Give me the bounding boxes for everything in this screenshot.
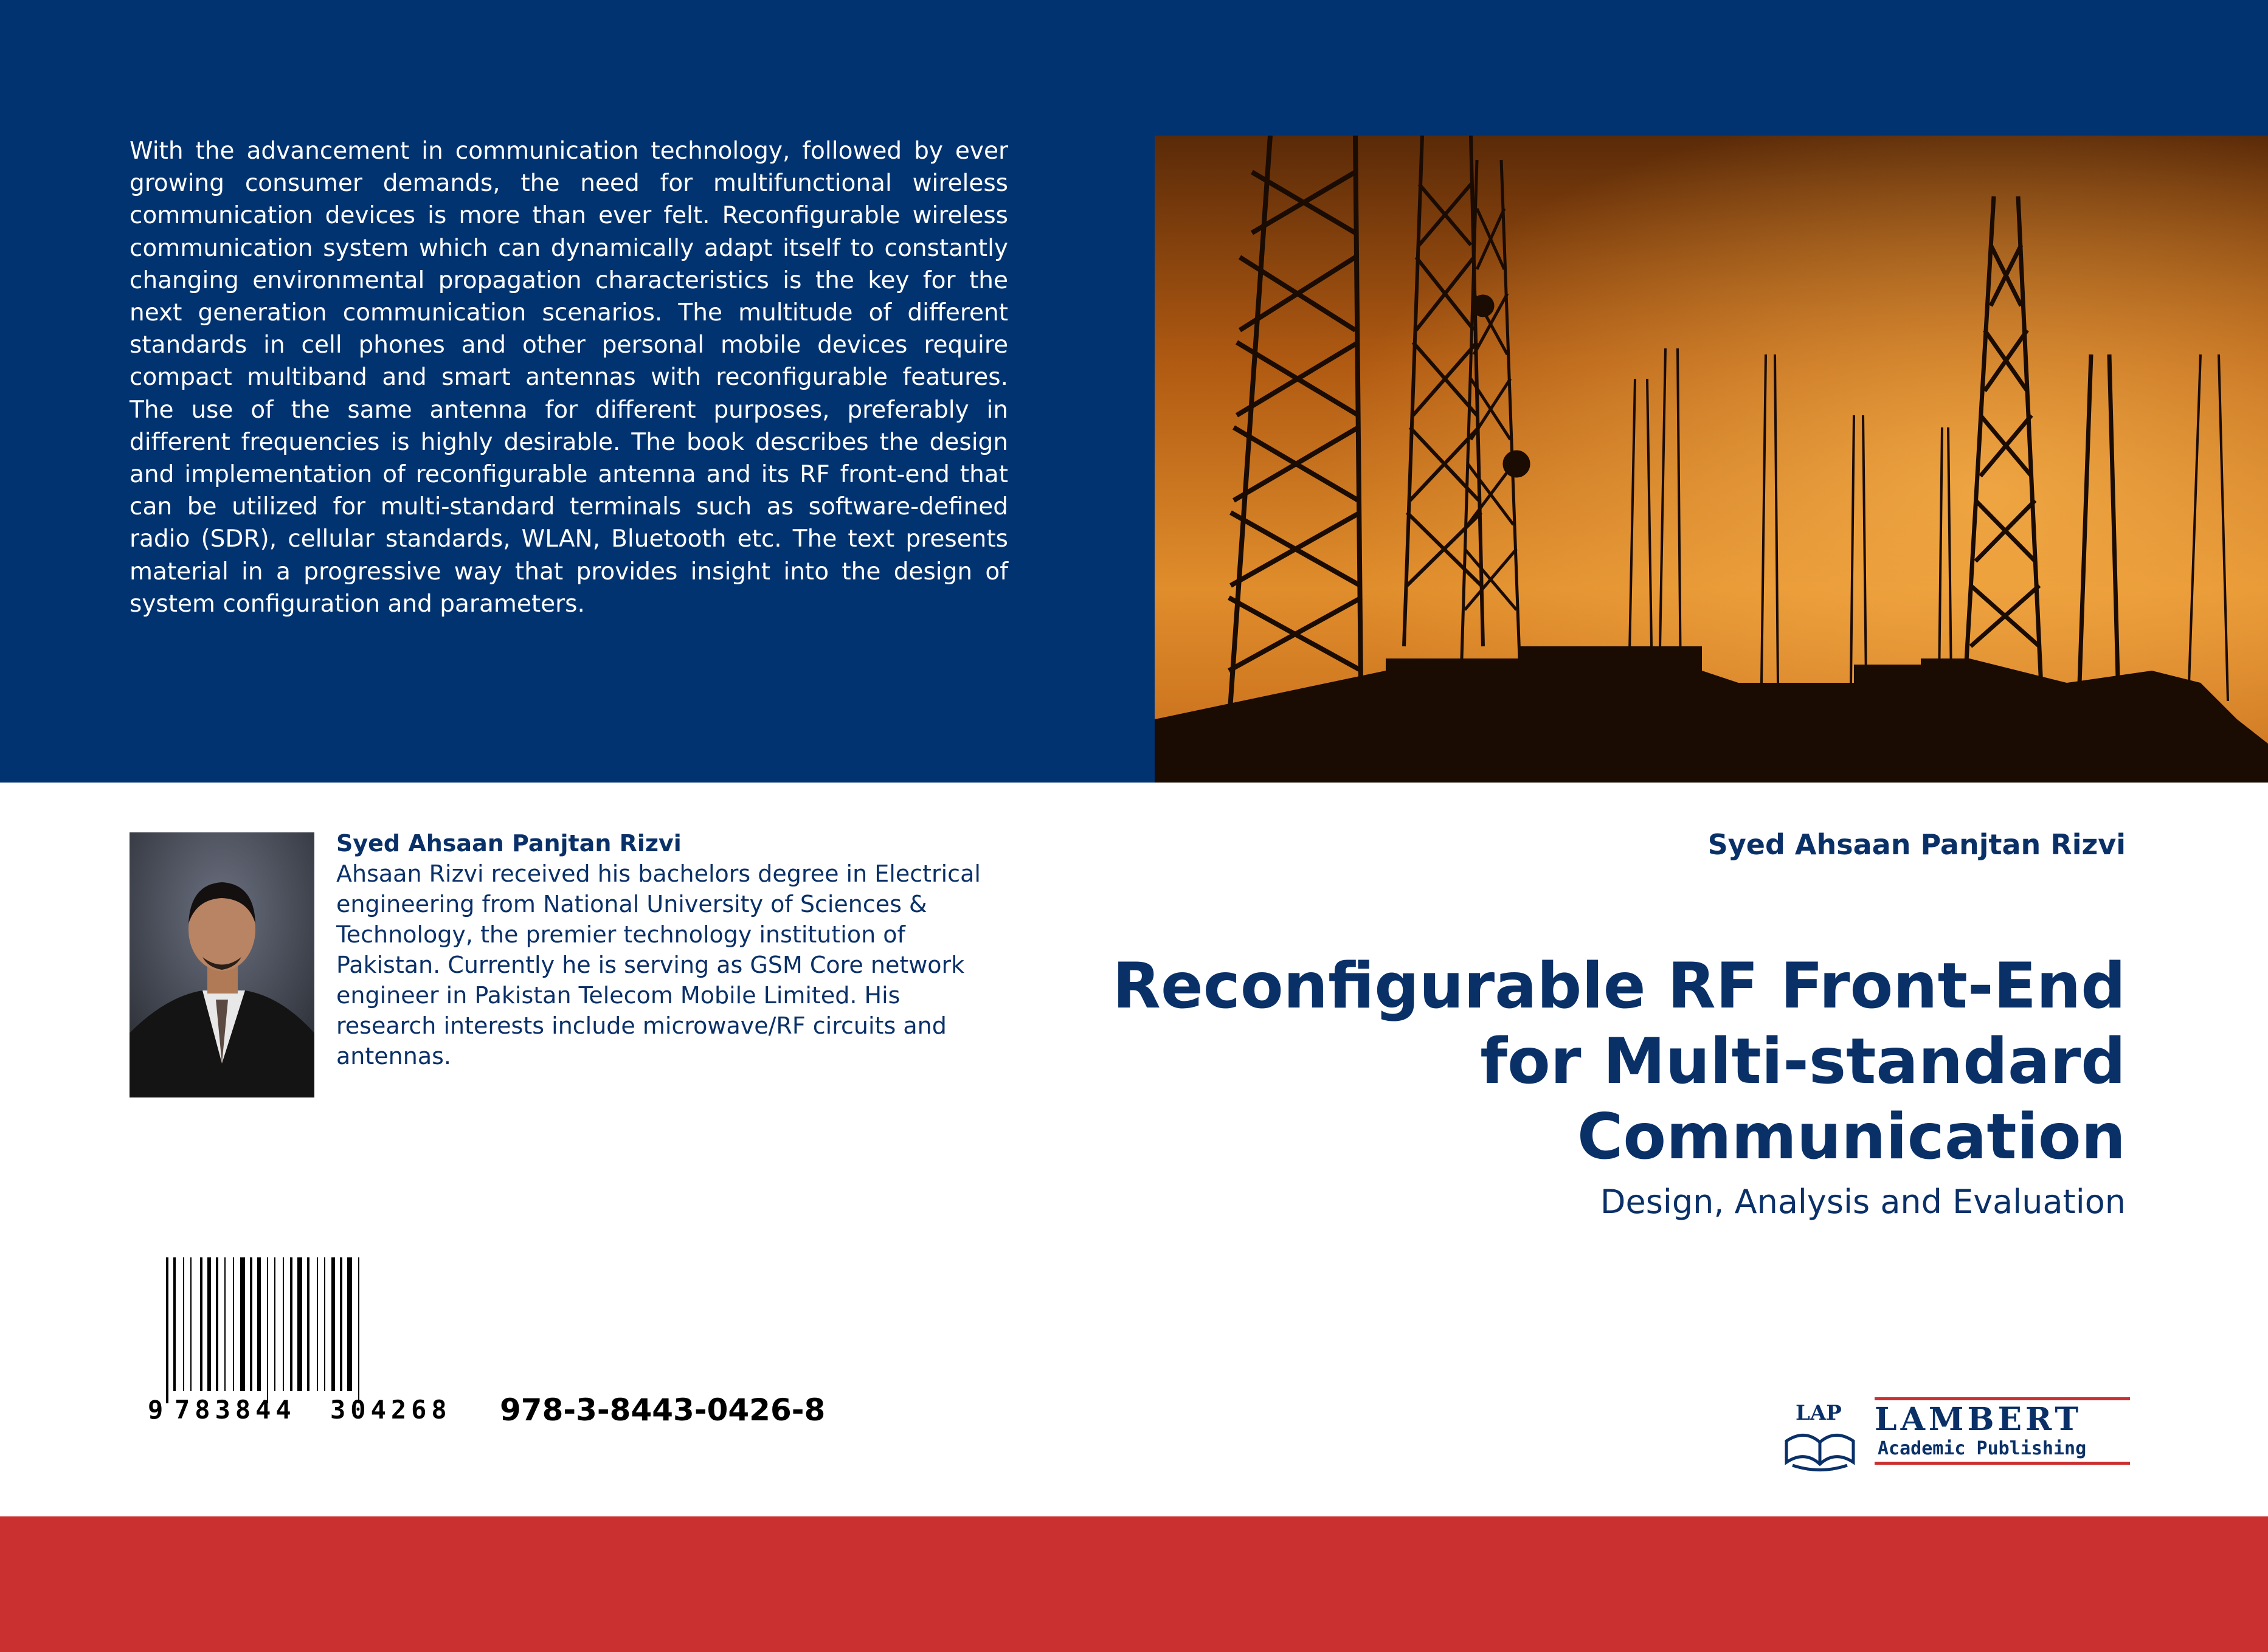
book-title-line-3: Communication <box>1577 1101 2126 1173</box>
barcode-bar <box>173 1257 176 1391</box>
barcode-bar <box>283 1257 284 1391</box>
barcode-bar <box>317 1257 318 1391</box>
lap-mark: LAP <box>1796 1401 1842 1425</box>
open-book-icon <box>1786 1435 1853 1470</box>
barcode-bar <box>307 1257 309 1391</box>
bottom-color-band <box>0 1516 2268 1652</box>
barcode-bar <box>290 1257 292 1391</box>
barcode-bar <box>340 1257 342 1391</box>
barcode-bar <box>324 1257 325 1391</box>
book-subtitle: Design, Analysis and Evaluation <box>1600 1183 2126 1221</box>
author-bio-block <box>336 828 993 1071</box>
isbn-number: 978-3-8443-0426-8 <box>500 1392 826 1428</box>
barcode-bar <box>224 1257 226 1391</box>
barcode-bar <box>257 1257 261 1391</box>
isbn-barcode <box>137 1257 477 1440</box>
book-title <box>1092 949 2126 1175</box>
barcode-digits-right: 304268 <box>330 1395 452 1425</box>
cover-photo-antenna-towers <box>1155 136 2268 783</box>
barcode-bar <box>297 1257 302 1391</box>
barcode-bar <box>274 1257 275 1391</box>
front-cover-author: Syed Ahsaan Panjtan Rizvi <box>1707 828 2126 861</box>
publisher-tagline: Academic Publishing <box>1878 1438 2087 1459</box>
author-photo <box>130 832 314 1097</box>
barcode-bar <box>233 1257 234 1391</box>
barcode-bar <box>331 1257 335 1391</box>
barcode-bar <box>190 1257 192 1391</box>
barcode-bar <box>166 1257 168 1403</box>
barcode-bar <box>200 1257 202 1391</box>
barcode-bar <box>347 1257 352 1391</box>
barcode-digits-left: 783844 <box>175 1395 296 1425</box>
barcode-bar <box>267 1257 268 1403</box>
publisher-logo <box>1774 1392 2133 1477</box>
book-title-line-1: Reconfigurable RF Front-End <box>1112 950 2126 1023</box>
barcode-bar <box>358 1257 359 1403</box>
barcode-bar <box>240 1257 245 1391</box>
barcode-bar <box>207 1257 211 1391</box>
barcode-bar <box>216 1257 218 1391</box>
author-bio-text: Ahsaan Rizvi received his bachelors degree in Electrical engineering from National University of Sciences & Technology, the premier technology institution of Pakistan. Currently he is serving as GSM Core network engineer in Pakistan Telecom Mobile Limited. His research interests include microwave/RF circuits and antennas. <box>336 860 981 1070</box>
book-title-line-2: for Multi-standard <box>1480 1025 2126 1098</box>
publisher-name: LAMBERT <box>1875 1401 2083 1438</box>
barcode-bar <box>250 1257 252 1391</box>
barcode-bar <box>183 1257 184 1391</box>
barcode-digit-prefix: 9 <box>148 1395 164 1425</box>
back-cover-blurb: With the advancement in communication technology, followed by ever growing consumer demands, the need for multifunctional wireless communication devices is more than ever felt. Reconfigurable wireless communication system which can dynamically adapt itself to constantly changing environmental propagation characteristics is the key for the next generation communication scenarios. The multitude of different standards in cell phones and other personal mobile devices require compact multiband and smart antennas with reconfigurable features. The use of the same antenna for different purposes, preferably in different frequencies is highly desirable. The book describes the design and implementation of reconfigurable antenna and its RF front-end that can be utilized for multi-standard terminals such as software-defined radio (SDR), cellular standards, WLAN, Bluetooth etc. The text presents material in a progressive way that provides insight into the design of system configuration and parameters. <box>130 137 1008 618</box>
author-bio-name: Syed Ahsaan Panjtan Rizvi <box>336 830 682 857</box>
